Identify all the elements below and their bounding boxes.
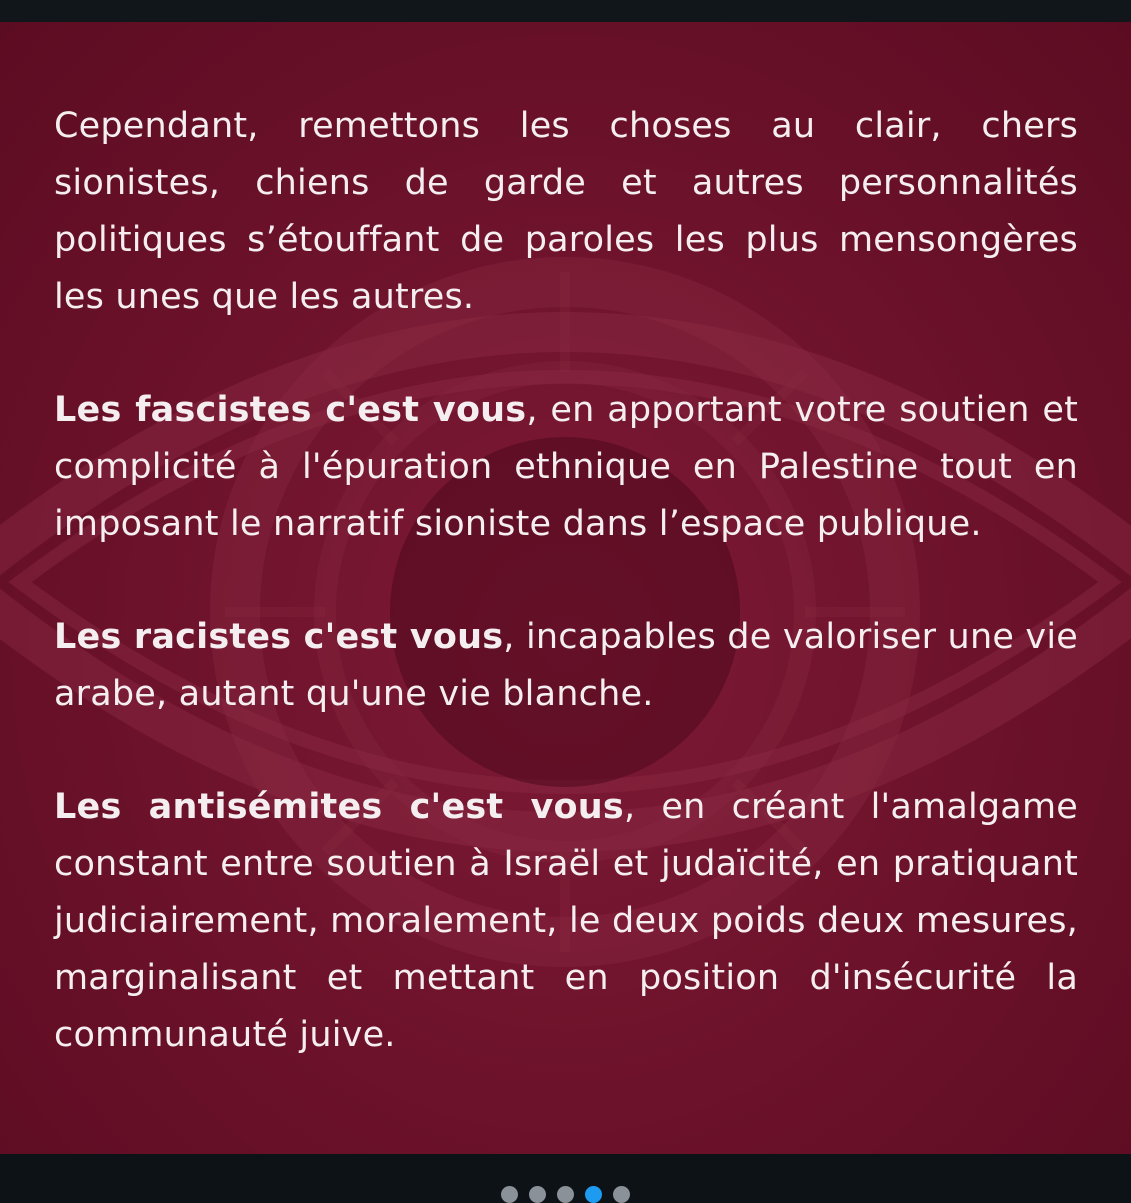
paragraph-antisemites-bold: Les antisémites c'est vous: [54, 787, 624, 827]
pager-dot-3[interactable]: [557, 1186, 574, 1203]
paragraph-intro-text: Cependant, remettons les choses au clair, chers sionistes, chiens de garde et autres personnalités politiques s’étouffant de paroles les plus mensongères les unes que les autres.: [54, 106, 1078, 317]
top-bar: [0, 0, 1131, 22]
pager-dot-4[interactable]: [585, 1186, 602, 1203]
paragraph-antisemites: [54, 779, 1078, 1064]
paragraph-fascistes: [54, 382, 1078, 553]
paragraph-racistes: [54, 609, 1078, 723]
paragraph-fascistes-bold: Les fascistes c'est vous: [54, 390, 527, 430]
pager-dot-1[interactable]: [501, 1186, 518, 1203]
carousel-pager: [0, 1186, 1131, 1203]
paragraph-racistes-bold: Les racistes c'est vous: [54, 617, 504, 657]
paragraph-antisemites-text: , en créant l'amalgame constant entre soutien à Israël et judaïcité, en pratiquant judiciairement, moralement, le deux poids deux mesures, marginalisant et mettant en position d'insécurité la communauté juive.: [54, 787, 1078, 1055]
carousel-slide[interactable]: [0, 22, 1131, 1154]
pager-dot-2[interactable]: [529, 1186, 546, 1203]
paragraph-intro: [54, 98, 1078, 326]
pager-dot-5[interactable]: [613, 1186, 630, 1203]
slide-text: [54, 98, 1078, 1120]
paragraph-fascistes-text: , en apportant votre soutien et complicité à l'épuration ethnique en Palestine tout en imposant le narratif sioniste dans l’espace publique.: [54, 390, 1078, 544]
paragraph-racistes-text: , incapables de valoriser une vie arabe, autant qu'une vie blanche.: [54, 617, 1078, 714]
